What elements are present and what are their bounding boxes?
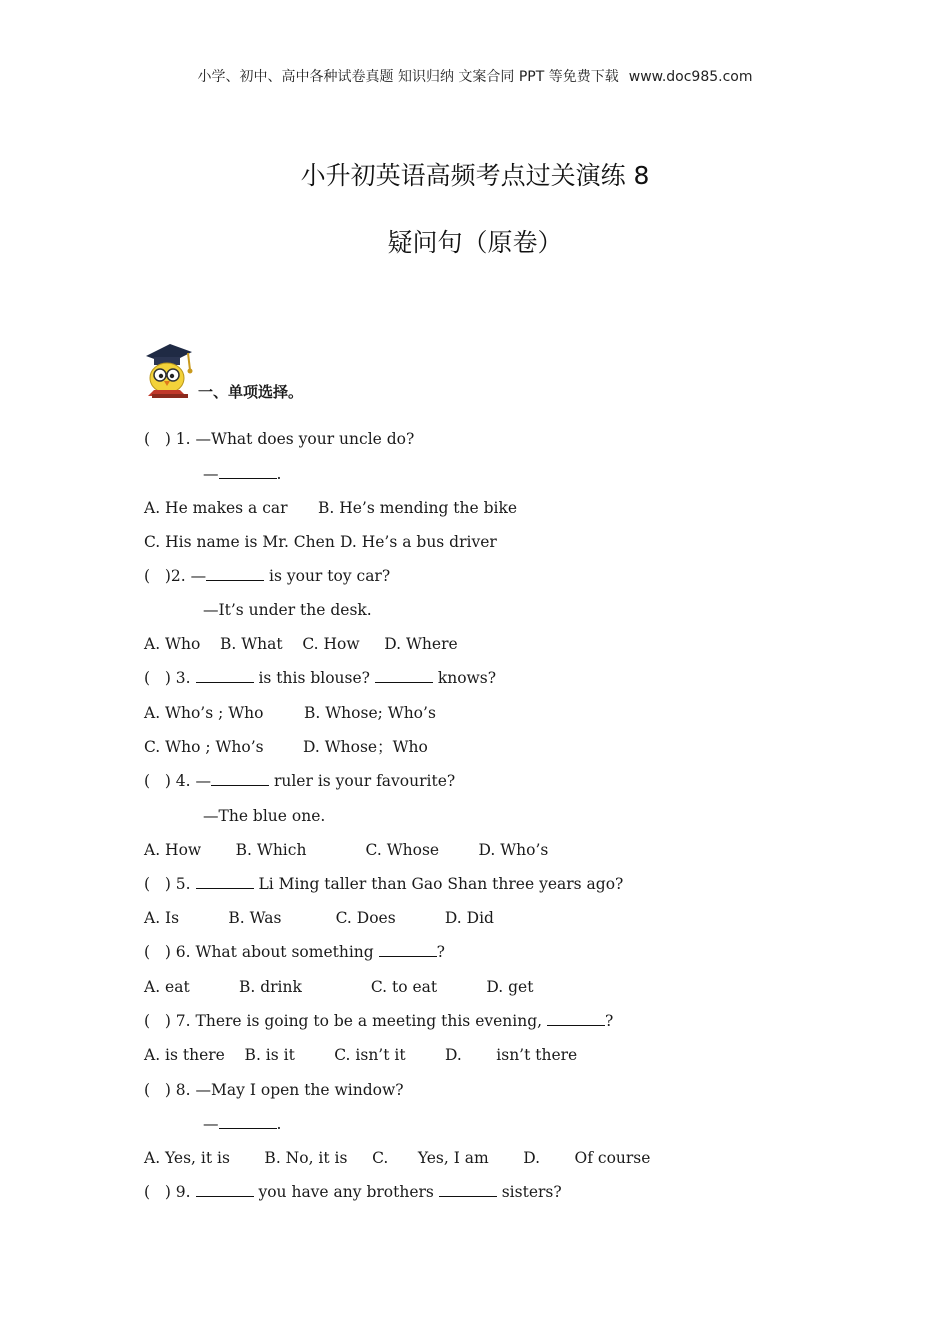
- question-8-answer-line: [203, 1114, 281, 1134]
- question-2-options: A. Who B. What C. How D. Where: [144, 635, 458, 653]
- question-3-option-c: C. Who ; Who’s: [144, 738, 264, 756]
- answer-blank: [547, 1011, 605, 1026]
- question-5-options: A. Is B. Was C. Does D. Did: [144, 909, 494, 927]
- question-9-text-end: sisters?: [496, 1183, 562, 1201]
- question-1-option-d: D. He’s a bus driver: [340, 533, 497, 551]
- dash: —: [203, 1115, 219, 1133]
- question-5-text: Li Ming taller than Gao Shan three years ago?: [253, 875, 624, 893]
- question-3-option-d: D. Whose；Who: [303, 738, 428, 756]
- answer-blank: [375, 668, 433, 683]
- question-2-text: is your toy car?: [264, 567, 391, 585]
- question-3-prefix: ( ) 3.: [144, 669, 196, 687]
- question-1-answer-line: [203, 464, 281, 484]
- question-8-options: A. Yes, it is B. No, it is C. Yes, I am D. Of course: [144, 1149, 651, 1167]
- question-1-option-c: C. His name is Mr. Chen: [144, 533, 335, 551]
- question-7-text: ?: [605, 1012, 614, 1030]
- answer-blank: [196, 1182, 254, 1197]
- header-url[interactable]: www.doc985.com: [628, 69, 753, 85]
- header-text: 小学、初中、高中各种试卷真题 知识归纳 文案合同 PPT 等免费下载: [197, 69, 619, 85]
- page-header: [0, 66, 950, 86]
- question-7: [144, 1011, 613, 1031]
- question-8: ( ) 8. —May I open the window?: [144, 1081, 404, 1099]
- dash: —: [203, 465, 219, 483]
- question-3-text: is this blouse?: [253, 669, 375, 687]
- question-4: [144, 771, 455, 791]
- question-4-options: A. How B. Which C. Whose D. Who’s: [144, 841, 549, 859]
- question-4-prefix: ( ) 4. —: [144, 772, 212, 790]
- question-2-reply: —It’s under the desk.: [203, 601, 372, 619]
- question-9-text: you have any brothers: [253, 1183, 439, 1201]
- question-2: [144, 566, 390, 586]
- question-7-prefix: ( ) 7. There is going to be a meeting this evening,: [144, 1012, 547, 1030]
- question-9-prefix: ( ) 9.: [144, 1183, 196, 1201]
- question-3-option-b: B. Whose; Who’s: [304, 704, 436, 722]
- page-title: 小升初英语高频考点过关演练 8: [300, 161, 650, 190]
- answer-blank: [206, 566, 264, 581]
- graduate-owl-icon: [140, 340, 198, 400]
- question-7-options: A. is there B. is it C. isn’t it D. isn’t there: [144, 1046, 578, 1064]
- question-2-prefix: ( )2. —: [144, 567, 207, 585]
- question-5: [144, 874, 623, 894]
- question-9: [144, 1182, 562, 1202]
- question-1-option-a: A. He makes a car: [144, 499, 288, 517]
- question-1: ( ) 1. —What does your uncle do?: [144, 430, 415, 448]
- question-3-text-end: knows?: [432, 669, 497, 687]
- question-6: [144, 942, 445, 962]
- answer-blank: [219, 464, 277, 479]
- question-1-option-b: B. He’s mending the bike: [318, 499, 518, 517]
- answer-blank: [211, 771, 269, 786]
- answer-blank: [439, 1182, 497, 1197]
- page-subtitle: 疑问句（原卷）: [387, 228, 563, 257]
- question-4-text: ruler is your favourite?: [269, 772, 456, 790]
- answer-blank: [379, 942, 437, 957]
- answer-blank: [196, 874, 254, 889]
- answer-blank: [196, 668, 254, 683]
- answer-blank: [219, 1114, 277, 1129]
- question-3-option-a: A. Who’s ; Who: [144, 704, 264, 722]
- question-5-prefix: ( ) 5.: [144, 875, 196, 893]
- question-3: [144, 668, 496, 688]
- section-heading: 一、单项选择。: [198, 383, 304, 401]
- question-4-reply: —The blue one.: [203, 807, 326, 825]
- period: .: [276, 465, 282, 483]
- question-6-prefix: ( ) 6. What about something: [144, 943, 379, 961]
- question-6-options: A. eat B. drink C. to eat D. get: [144, 978, 534, 996]
- period: .: [276, 1115, 282, 1133]
- question-6-text: ?: [436, 943, 445, 961]
